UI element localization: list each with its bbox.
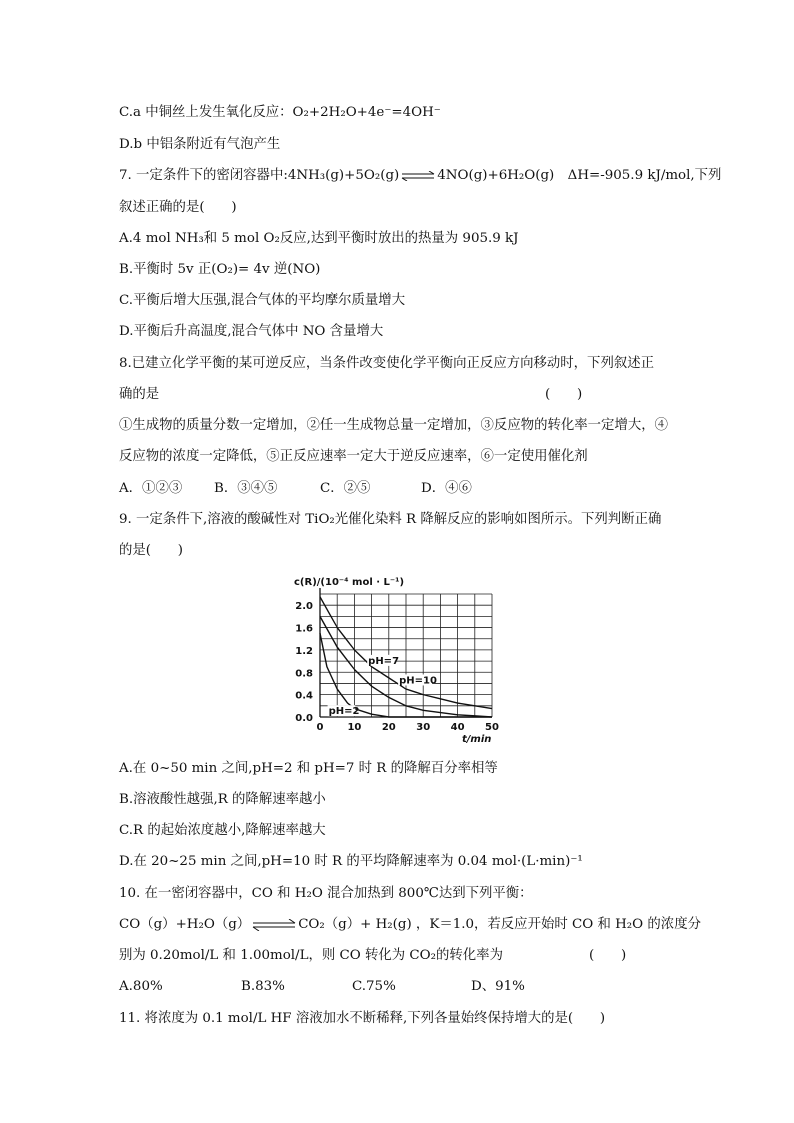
q7-option-b: B.平衡时 5v 正(O₂)= 4v 逆(NO)	[119, 262, 321, 277]
q8-option-b: B．③④⑤	[214, 481, 278, 496]
q11-stem: 11. 将浓度为 0.1 mol/L HF 溶液加水不断稀释,下列各量始终保持增大的是( )	[119, 1011, 606, 1026]
q9-stem-line2: 的是( )	[119, 543, 184, 558]
y-tick-label: 1.6	[295, 623, 313, 635]
x-tick-label: 20	[381, 722, 396, 733]
y-tick-label: 0.8	[295, 668, 313, 680]
q10-answer-paren: ( )	[589, 948, 627, 963]
q7-option-c: C.平衡后增大压强,混合气体的平均摩尔质量增大	[119, 293, 406, 308]
q10-option-b: B.83%	[241, 979, 285, 994]
equilibrium-arrow-icon	[252, 919, 296, 931]
chart-x-ticks	[317, 722, 499, 733]
q9-option-d: D.在 20~25 min 之间,pH=10 时 R 的平均降解速率为 0.04 mol·(L·min)⁻¹	[119, 854, 583, 869]
chart-y-ticks	[295, 601, 313, 724]
q9-option-b: B.溶液酸性越强,R 的降解速率越小	[119, 792, 326, 807]
q8-stem-text: 确的是	[119, 387, 160, 402]
q10-option-d: D、91%	[471, 979, 525, 994]
q9-stem-line1: 9. 一定条件下,溶液的酸碱性对 TiO₂光催化染料 R 降解反应的影响如图所示。下列判断正确	[119, 512, 662, 527]
q7-stem-part1: 7. 一定条件下的密闭容器中:4NH₃(g)+5O₂(g)	[119, 168, 400, 183]
q7-stem-line2: 叙述正确的是( )	[119, 200, 237, 215]
q9-option-a: A.在 0~50 min 之间,pH=2 和 pH=7 时 R 的降解百分率相等	[119, 761, 498, 776]
y-tick-label: 0.4	[295, 690, 313, 702]
y-tick-label: 0.0	[295, 713, 313, 724]
q6-option-d: D.b 中铝条附近有气泡产生	[119, 137, 281, 152]
equilibrium-arrow-icon	[401, 171, 435, 181]
q8-option-a: A．①②③	[119, 481, 183, 496]
q7-stem-part2: 4NO(g)+6H₂O(g) ΔH=-905.9 kJ/mol,下列	[437, 168, 722, 183]
q7-option-d: D.平衡后升高温度,混合气体中 NO 含量增大	[119, 324, 384, 339]
q10-reactants: CO（g）+H₂O（g）	[119, 917, 251, 932]
x-tick-label: 30	[416, 722, 431, 733]
x-tick-label: 40	[450, 722, 465, 733]
q9-option-c: C.R 的起始浓度越小,降解速率越大	[119, 823, 326, 838]
q10-stem-line1: 10. 在一密闭容器中，CO 和 H₂O 混合加热到 800℃达到下列平衡：	[119, 886, 533, 901]
degradation-chart	[284, 574, 504, 746]
series-label: pH=2	[328, 706, 360, 718]
q7-stem-line1	[119, 166, 721, 186]
q8-option-c: C．②⑤	[320, 481, 371, 496]
q10-option-c: C.75%	[352, 979, 396, 994]
chart-grid	[320, 594, 492, 717]
q10-stem-text: 别为 0.20mol/L 和 1.00mol/L，则 CO 转化为 CO₂的转化率为	[119, 948, 503, 963]
q7-option-a: A.4 mol NH₃和 5 mol O₂反应,达到平衡时放出的热量为 905.9 kJ	[119, 231, 519, 246]
series-label: pH=10	[399, 675, 437, 687]
q6-option-c: C.a 中铜丝上发生氧化反应：O₂+2H₂O+4e⁻=4OH⁻	[119, 105, 441, 120]
q8-items-line2: 反应物的浓度一定降低，⑤正反应速率一定大于逆反应速率，⑥一定使用催化剂	[119, 449, 588, 464]
q10-option-a: A.80%	[119, 979, 163, 994]
q8-stem-line1: 8.已建立化学平衡的某可逆反应，当条件改变使化学平衡向正反应方向移动时，下列叙述正	[119, 356, 655, 371]
y-tick-label: 2.0	[295, 601, 313, 613]
y-tick-label: 1.2	[295, 645, 313, 657]
q8-answer-paren: ( )	[545, 387, 583, 402]
chart-ylabel: c(R)/(10⁻⁴ mol · L⁻¹)	[294, 577, 405, 588]
x-tick-label: 0	[316, 722, 324, 733]
q8-option-d: D．④⑥	[421, 481, 472, 496]
series-label: pH=7	[368, 655, 400, 667]
q8-items-line1: ①生成物的质量分数一定增加，②任一生成物总量一定增加，③反应物的转化率一定增大，④	[119, 418, 669, 433]
q8-stem-line2	[119, 385, 679, 405]
x-tick-label: 10	[347, 722, 362, 733]
q10-products: CO₂（g）+ H₂(g) ，K＝1.0，若反应开始时 CO 和 H₂O 的浓度分	[298, 917, 701, 932]
chart-series-labels	[328, 655, 437, 717]
q10-stem-line3	[119, 946, 679, 966]
x-tick-label: 50	[485, 722, 499, 733]
q10-stem-line2	[119, 915, 701, 935]
chart-xlabel: t/min	[462, 734, 492, 745]
